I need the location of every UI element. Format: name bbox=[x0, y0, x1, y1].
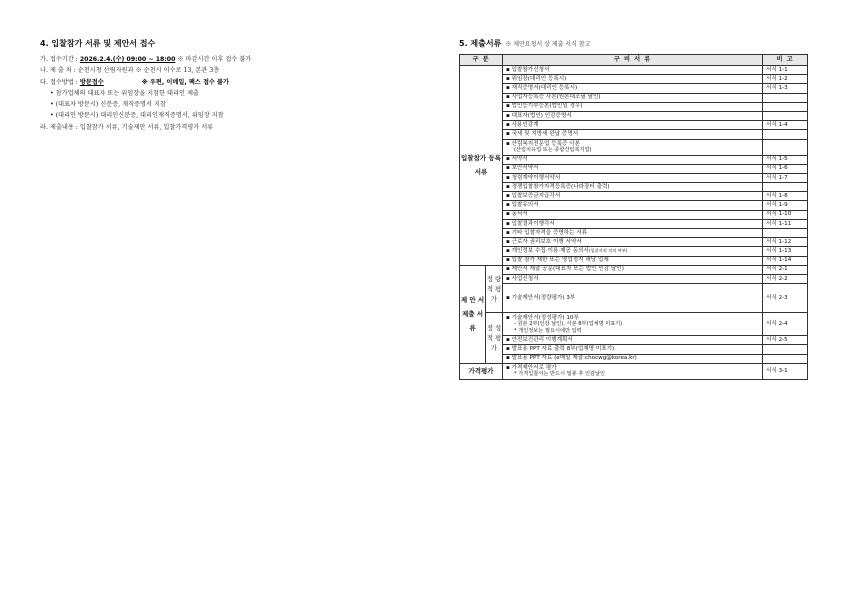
table-row bbox=[460, 84, 808, 93]
table-row bbox=[460, 130, 808, 139]
doc-name: ▪ 대표자(법인) 인감증명서 bbox=[506, 113, 572, 119]
form-cell bbox=[763, 139, 808, 155]
documents-section bbox=[459, 38, 807, 380]
doc-name: ▪ 청렴계약이행서약서 bbox=[506, 175, 560, 181]
table-row bbox=[460, 210, 808, 219]
form-cell bbox=[763, 183, 808, 192]
form-cell bbox=[763, 354, 808, 363]
submission-section bbox=[40, 38, 420, 133]
doc-name: ▪ 사업신청서 bbox=[506, 276, 539, 282]
section-heading: 4. 입찰참가 서류 및 제안서 접수 bbox=[40, 39, 156, 48]
form-cell: 서식 2-3 bbox=[763, 284, 808, 313]
doc-cell bbox=[503, 219, 763, 228]
form-cell bbox=[763, 111, 808, 120]
doc-cell bbox=[503, 345, 763, 354]
doc-cell bbox=[503, 210, 763, 219]
table-header bbox=[460, 55, 808, 66]
doc-cell bbox=[503, 93, 763, 102]
form-cell: 서식 1-12 bbox=[763, 238, 808, 247]
table-row bbox=[460, 354, 808, 363]
table-row bbox=[460, 313, 808, 336]
bullet-item: • (대표자 방문시) 신분증, 재직증명서 지참 bbox=[50, 101, 166, 109]
doc-cell bbox=[503, 164, 763, 173]
table-row bbox=[460, 164, 808, 173]
group-label: 제 안 서 제출 서류 bbox=[460, 265, 486, 363]
doc-name: ▪ 기타 입찰자격을 증명하는 서류 bbox=[506, 230, 587, 236]
documents-table bbox=[459, 54, 808, 380]
form-cell: 서식 3-1 bbox=[763, 363, 808, 379]
form-cell bbox=[763, 93, 808, 102]
doc-name: ▪ 안전보건관리 이행계획서 bbox=[506, 337, 573, 343]
doc-cell bbox=[503, 173, 763, 182]
doc-cell bbox=[503, 336, 763, 345]
method-note: ※ 우편, 이메일, 팩스 접수 불가 bbox=[141, 78, 230, 86]
col-category: 구 분 bbox=[460, 55, 503, 66]
doc-cell bbox=[503, 102, 763, 111]
table-row bbox=[460, 274, 808, 283]
doc-subtext: * 가격입찰서는 반드시 밀봉 후 인감날인 bbox=[514, 371, 606, 378]
form-cell: 서식 1-10 bbox=[763, 210, 808, 219]
doc-subtext: (산림치유업 또는 종합산림복지업) bbox=[514, 147, 592, 154]
subgroup-label: 정 량 적 평 가 bbox=[486, 265, 503, 312]
form-cell: 서식 1-14 bbox=[763, 256, 808, 265]
doc-cell bbox=[503, 354, 763, 363]
doc-name: ▪ 기술제안서(정성평가) 10부 bbox=[506, 315, 579, 321]
group-label: 가격평가 bbox=[460, 363, 503, 379]
form-cell bbox=[763, 102, 808, 111]
form-cell: 서식 1-6 bbox=[763, 164, 808, 173]
doc-cell bbox=[503, 284, 763, 313]
doc-name: ▪ 위임장(대리인 등록시) bbox=[506, 76, 566, 82]
doc-name: ▪ 입찰참가신청서 bbox=[506, 67, 549, 73]
table-row bbox=[460, 173, 808, 182]
doc-cell bbox=[503, 183, 763, 192]
table-row bbox=[460, 192, 808, 201]
table-row bbox=[460, 75, 808, 84]
period-date: 2026.2.4.(수) 09:00 ~ 18:00 bbox=[79, 56, 176, 63]
doc-name: ▪ 제안서 제출 공문(대표자 또는 법인 인감 날인) bbox=[506, 266, 624, 272]
col-docs: 구 비 서 류 bbox=[503, 55, 763, 66]
doc-name: ▪ 입찰결과이행각서 bbox=[506, 221, 555, 227]
table-row bbox=[460, 229, 808, 238]
form-cell bbox=[763, 229, 808, 238]
doc-subtext: - 원본 2부(인감 날인), 사본 8부(업체명 미표기) bbox=[514, 321, 623, 328]
table-row bbox=[460, 155, 808, 164]
doc-cell bbox=[503, 247, 763, 256]
doc-name: ▪ 근로자 권리보호 이행 서약서 bbox=[506, 239, 582, 245]
table-row bbox=[460, 256, 808, 265]
doc-subtext: * 개인정보는 필요시에만 입력 bbox=[514, 327, 582, 334]
doc-cell bbox=[503, 66, 763, 75]
table-row bbox=[460, 238, 808, 247]
table-row bbox=[460, 363, 808, 379]
method-line: 다. 접수방법 : 방문접수 ※ 우편, 이메일, 팩스 접수 불가 bbox=[40, 78, 230, 86]
form-cell: 서식 1-7 bbox=[763, 173, 808, 182]
table-row bbox=[460, 284, 808, 313]
doc-name: ▪ 산림복지전문업 등록증 사본 bbox=[506, 141, 580, 147]
bullet-item: • (대리인 방문시) 대리인신분증, 대리인재직증명서, 위임장 지참 bbox=[50, 112, 224, 120]
doc-name: ▪ 서약서 bbox=[506, 156, 528, 162]
form-cell: 서식 1-3 bbox=[763, 84, 808, 93]
doc-cell bbox=[503, 192, 763, 201]
heading-note: ※ 제안요청서 상 제출 서식 참고 bbox=[505, 41, 591, 48]
bullet-item: • 참가업체의 대표자 또는 위임장을 지참한 대리인 제출 bbox=[50, 89, 199, 97]
form-cell: 서식 2-1 bbox=[763, 265, 808, 274]
group-label: 입찰참가 등록서류 bbox=[460, 66, 503, 266]
doc-cell bbox=[503, 363, 763, 379]
form-cell: 서식 1-9 bbox=[763, 201, 808, 210]
form-cell bbox=[763, 345, 808, 354]
doc-cell bbox=[503, 313, 763, 336]
form-cell: 서식 1-1 bbox=[763, 66, 808, 75]
doc-name: ▪ 입찰유의서 bbox=[506, 202, 539, 208]
form-cell: 서식 1-4 bbox=[763, 121, 808, 130]
doc-name: ▪ 국세 및 지방세 완납 증명서 bbox=[506, 131, 578, 137]
table-row bbox=[460, 219, 808, 228]
method-value: 방문접수 bbox=[79, 78, 104, 86]
table-row bbox=[460, 201, 808, 210]
doc-cell bbox=[503, 238, 763, 247]
doc-cell bbox=[503, 265, 763, 274]
doc-name: ▪ 발표용 PPT 자료 (e메일 제출:chocwg@korea.kr) bbox=[506, 355, 637, 361]
table-body bbox=[460, 66, 808, 380]
doc-cell bbox=[503, 155, 763, 164]
table-row bbox=[460, 183, 808, 192]
doc-cell bbox=[503, 139, 763, 155]
doc-name: ▪ 재직증명서(대리인 등록시) bbox=[506, 85, 577, 91]
col-note: 비 고 bbox=[763, 55, 808, 66]
table-row bbox=[460, 66, 808, 75]
doc-name: ▪ 가격제안서로 평가 bbox=[506, 365, 557, 371]
table-row bbox=[460, 265, 808, 274]
table-row bbox=[460, 121, 808, 130]
table-row bbox=[460, 102, 808, 111]
period-line: 가. 접수기간 : 2026.2.4.(수) 09:00 ~ 18:00 ※ 마감시간 이후 접수 불가 bbox=[40, 56, 252, 63]
form-cell: 서식 1-5 bbox=[763, 155, 808, 164]
doc-cell bbox=[503, 274, 763, 283]
doc-name: ▪ 기술제안서(정량평가) 3부 bbox=[506, 295, 575, 301]
place-line: 나. 제 출 처 : 순천시청 산림자원과 ※ 순천시 이수로 13, 본관 3층 bbox=[40, 67, 220, 75]
doc-name: ▪ 발표용 PPT 자료 출력 8부(업체명 미표기) bbox=[506, 346, 614, 352]
doc-name: ▪ 경쟁입찰참가자격등록증(나라장터 출력) bbox=[506, 184, 610, 190]
doc-name: ▪ 입찰보증금지급각서 bbox=[506, 193, 560, 199]
doc-name: ▪ 동닉서 bbox=[506, 211, 528, 217]
doc-name: ▪ 법인등기부등본(법인일 경우) bbox=[506, 103, 583, 109]
doc-cell bbox=[503, 121, 763, 130]
form-cell bbox=[763, 130, 808, 139]
form-cell: 서식 1-11 bbox=[763, 219, 808, 228]
table-row bbox=[460, 111, 808, 120]
doc-name: ▪ 입찰 참가 제한 또는 영업정지 해당 업체 bbox=[506, 257, 609, 263]
doc-name: ▪ 사업자등록증 사본(원본대조필 날인) bbox=[506, 94, 601, 100]
doc-cell bbox=[503, 201, 763, 210]
table-row bbox=[460, 93, 808, 102]
subgroup-label: 정 성 적 평 가 bbox=[486, 313, 503, 364]
table-row bbox=[460, 247, 808, 256]
section-heading: 5. 제출서류 ※ 제안요청서 상 제출 서식 참고 bbox=[459, 39, 591, 48]
form-cell: 서식 1-8 bbox=[763, 192, 808, 201]
doc-cell bbox=[503, 130, 763, 139]
doc-name: ▪ 보안서약서 bbox=[506, 165, 539, 171]
form-cell: 서식 2-5 bbox=[763, 336, 808, 345]
doc-name: ▪ 사용인감계 bbox=[506, 122, 539, 128]
doc-cell bbox=[503, 111, 763, 120]
doc-note: (입찰자격 적격 여부) bbox=[588, 248, 628, 254]
table-row bbox=[460, 345, 808, 354]
form-cell: 서식 2-4 bbox=[763, 313, 808, 336]
form-cell: 서식 1-13 bbox=[763, 247, 808, 256]
doc-cell bbox=[503, 75, 763, 84]
table-row bbox=[460, 139, 808, 155]
table-row bbox=[460, 336, 808, 345]
contents-line: 라. 제출내용 : 입찰참가 서류, 기술제안 서류, 입찰가격평가 서류 bbox=[40, 123, 214, 131]
doc-name: ▪ 개인정보 수집·이용·제공 동의서 bbox=[506, 248, 589, 254]
form-cell: 서식 2-2 bbox=[763, 274, 808, 283]
doc-cell bbox=[503, 256, 763, 265]
doc-cell bbox=[503, 229, 763, 238]
doc-cell bbox=[503, 84, 763, 93]
form-cell: 서식 1-2 bbox=[763, 75, 808, 84]
